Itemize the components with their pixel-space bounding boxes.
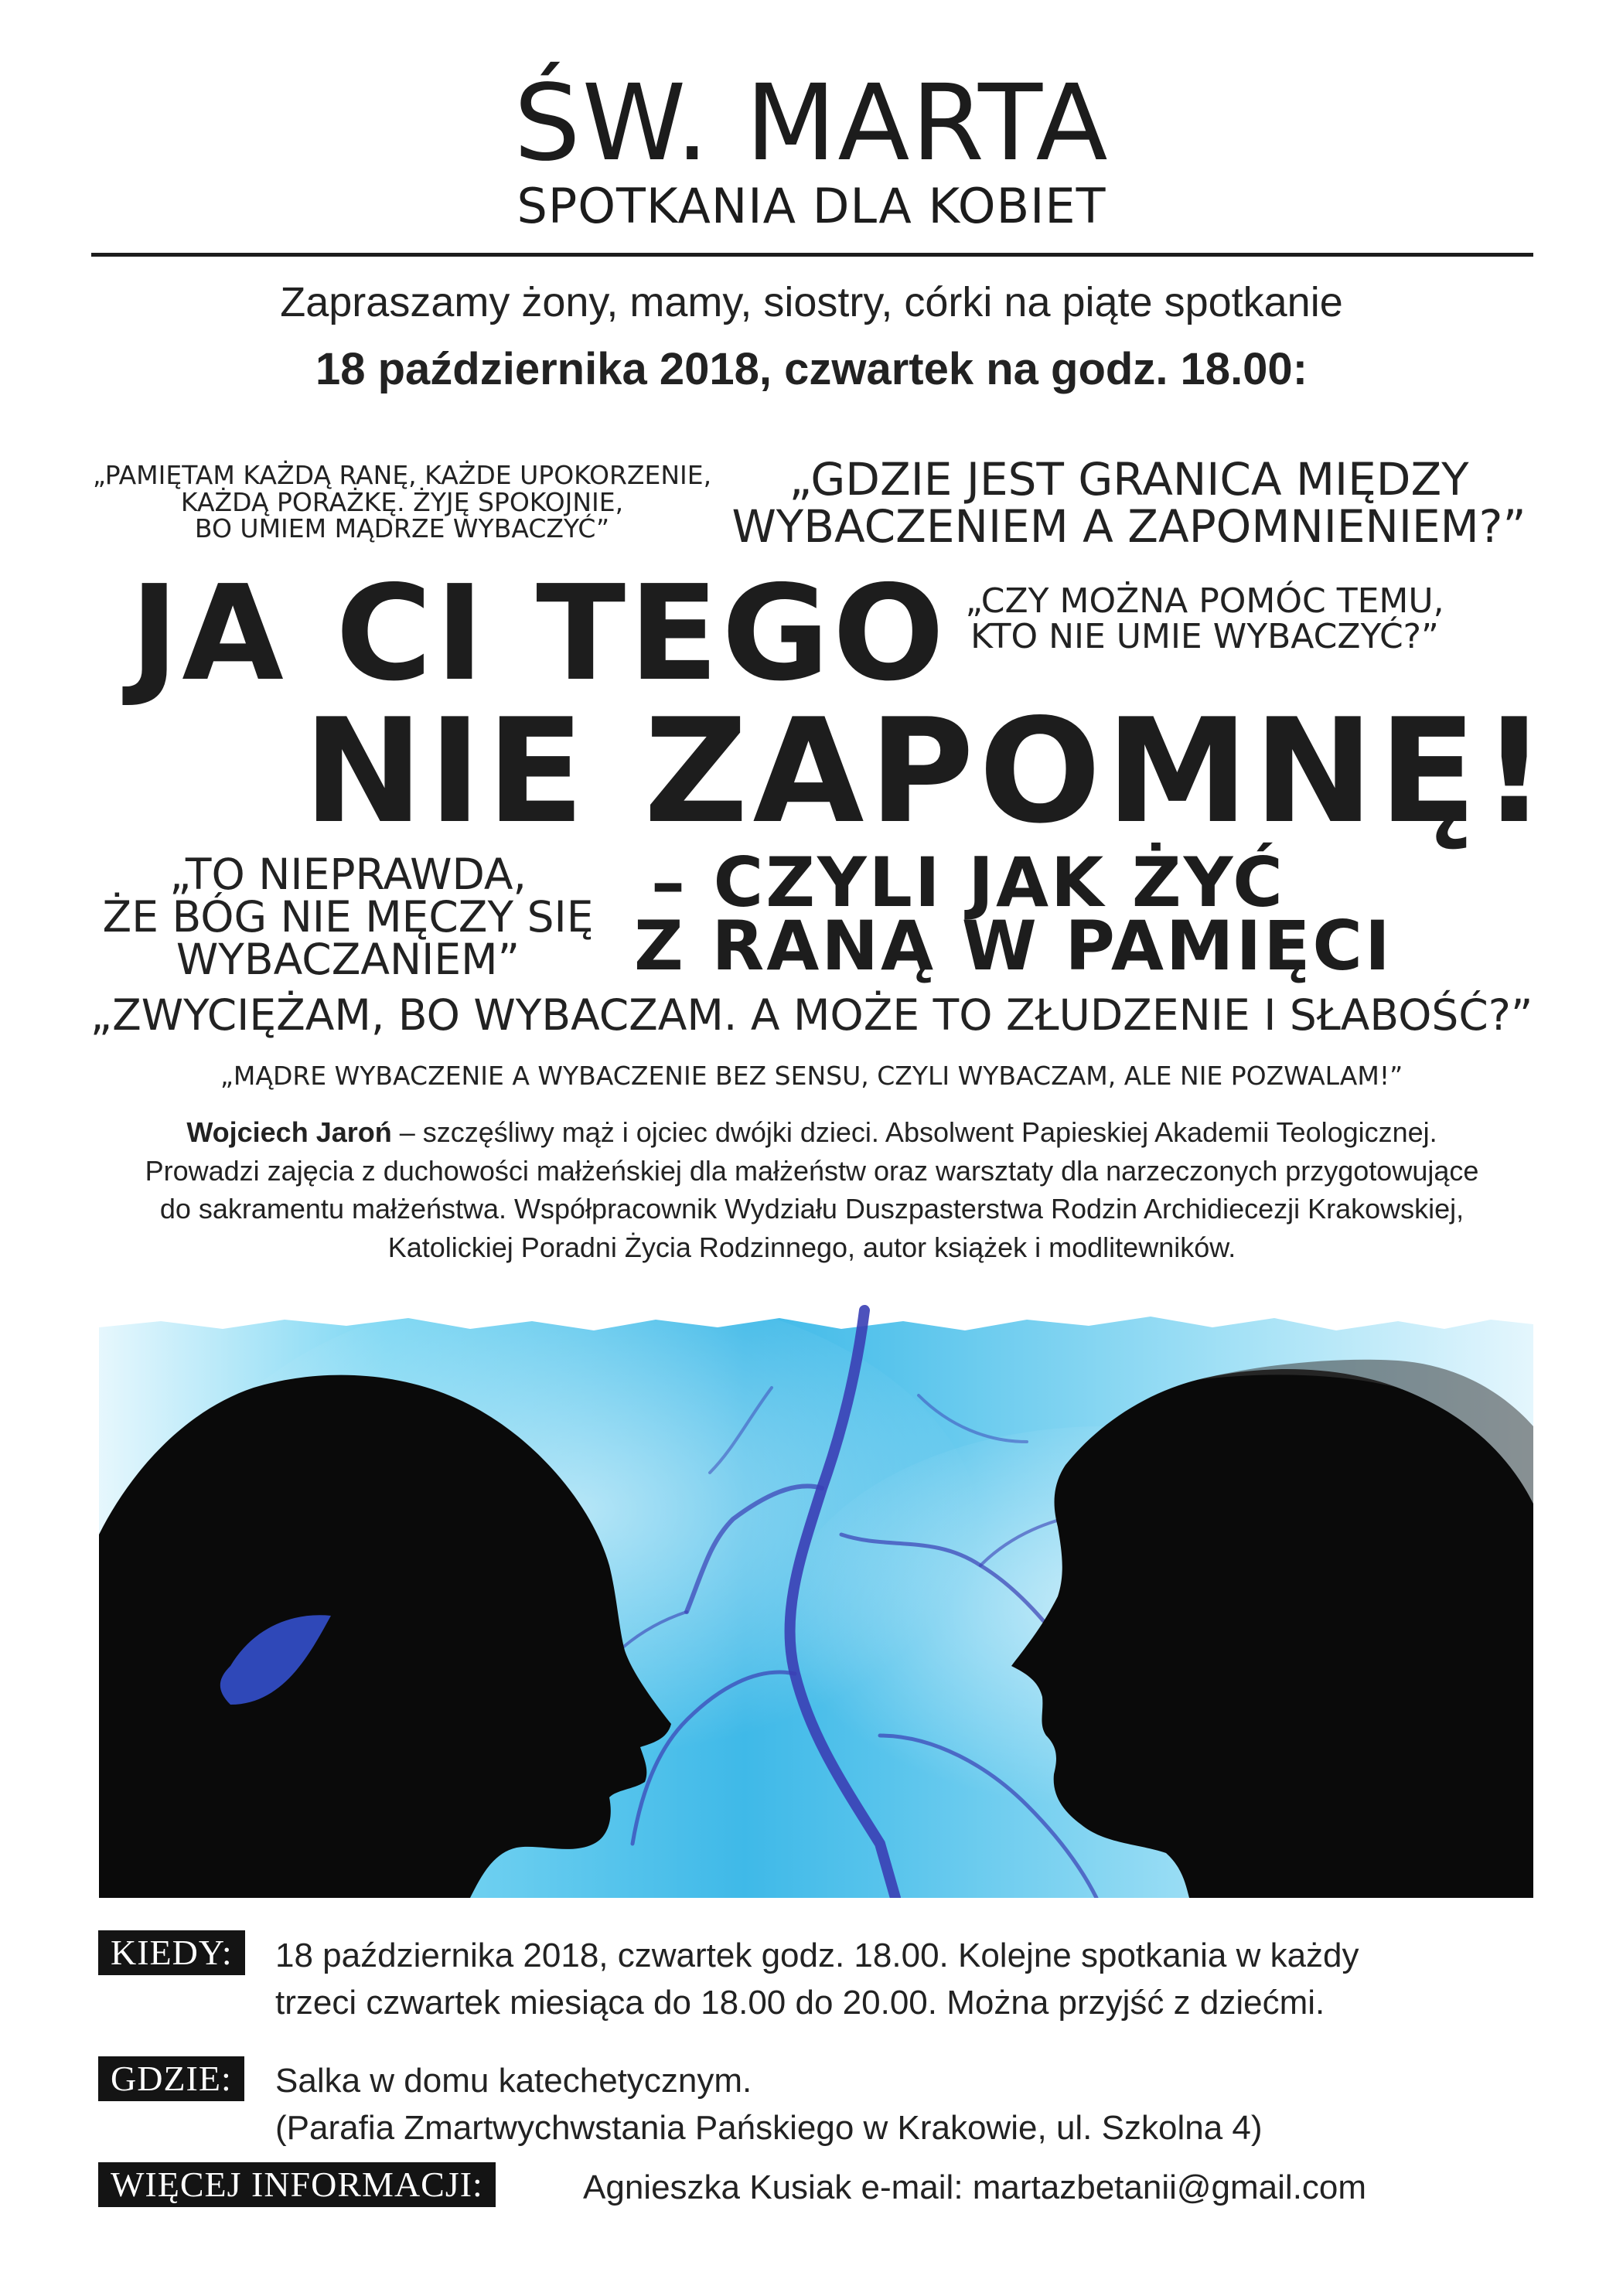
quote-i-win-because-i-forgive: „ZWYCIĘŻAM, BO WYBACZAM. A MOŻE TO ZŁUDZENIE I SŁABOŚĆ?” xyxy=(90,990,1533,1040)
when-line: trzeci czwartek miesiąca do 18.00 do 20.00. Można przyjść z dziećmi. xyxy=(275,1983,1325,2022)
quote-wise-forgiveness: „MĄDRE WYBACZENIE A WYBACZENIE BEZ SENSU, CZYLI WYBACZAM, ALE NIE POZWALAM!” xyxy=(220,1061,1403,1091)
bio-text: – szczęśliwy mąż i ojciec dwójki dzieci. Absolwent Papieskiej Akademii Teologicznej. xyxy=(391,1116,1437,1148)
quote-god-does-not-tire xyxy=(77,850,619,984)
invitation-line: Zapraszamy żony, mamy, siostry, córki na piąte spotkanie xyxy=(280,279,1343,325)
quote-where-is-the-border xyxy=(680,453,1577,553)
bio-line: Prowadzi zajęcia z duchowości małżeńskiej dla małżeństw oraz warsztaty dla narzeczonych przygotowujące xyxy=(145,1154,1479,1187)
where-label: GDZIE: xyxy=(98,2056,244,2101)
more-info-label: WIĘCEJ INFORMACJI: xyxy=(98,2162,496,2207)
headline-line-4: Z RANĄ W PAMIĘCI xyxy=(634,906,1393,986)
contact-details: Agnieszka Kusiak e-mail: martazbetanii@gmail.com xyxy=(583,2168,1367,2206)
quote-remember-every-wound xyxy=(54,462,750,543)
silhouettes-illustration xyxy=(99,1303,1533,1898)
when-details xyxy=(275,1933,1574,2026)
quote-line: ŻE BÓG NIE MĘCZY SIĘ xyxy=(102,892,594,942)
speaker-bio xyxy=(62,1113,1562,1267)
quote-can-we-help xyxy=(903,581,1506,657)
quote-line: „GDZIE JEST GRANICA MIĘDZY xyxy=(789,453,1469,506)
quote-line: KAŻDĄ PORAŻKĘ. ŻYJĘ SPOKOJNIE, xyxy=(180,486,624,517)
quote-line: WYBACZANIEM” xyxy=(176,935,520,984)
quote-line: „TO NIEPRAWDA, xyxy=(169,850,527,899)
quote-line: WYBACZENIEM A ZAPOMNIENIEM?” xyxy=(731,499,1526,553)
poster-subtitle: SPOTKANIA DLA KOBIET xyxy=(517,178,1106,234)
bio-line: Katolickiej Poradni Życia Rodzinnego, autor książek i modlitewników. xyxy=(387,1231,1236,1264)
header-divider xyxy=(91,253,1533,257)
headline-line-3: – CZYLI JAK ŻYĆ xyxy=(651,843,1285,922)
poster-title: ŚW. MARTA xyxy=(513,63,1110,185)
where-details xyxy=(275,2058,1574,2151)
meeting-date-line: 18 października 2018, czwartek na godz. 18.00: xyxy=(315,344,1308,394)
bio-line: do sakramentu małżeństwa. Współpracownik Wydziału Duszpasterstwa Rodzin Archidiecezji Krakowskiej, xyxy=(159,1193,1464,1225)
headline-line-2: NIE ZAPOMNĘ! xyxy=(303,687,1552,855)
quote-line: „CZY MOŻNA POMÓC TEMU, xyxy=(965,581,1444,621)
quote-line: BO UMIEM MĄDRZE WYBACZYĆ” xyxy=(194,513,610,544)
headline-line-1: JA CI TEGO xyxy=(130,557,948,710)
quote-line: „PAMIĘTAM KAŻDĄ RANĘ, KAŻDE UPOKORZENIE, xyxy=(92,460,712,490)
where-line: Salka w domu katechetycznym. xyxy=(275,2062,752,2100)
silhouettes-image xyxy=(99,1303,1533,1898)
when-line: 18 października 2018, czwartek godz. 18.00. Kolejne spotkania w każdy xyxy=(275,1937,1359,1974)
when-label: KIEDY: xyxy=(98,1930,245,1975)
quote-line: KTO NIE UMIE WYBACZYĆ?” xyxy=(970,617,1439,657)
speaker-name: Wojciech Jaroń xyxy=(186,1116,392,1148)
bio-line xyxy=(62,1113,1562,1152)
where-line: (Parafia Zmartwychwstania Pańskiego w Krakowie, ul. Szkolna 4) xyxy=(275,2108,1263,2147)
